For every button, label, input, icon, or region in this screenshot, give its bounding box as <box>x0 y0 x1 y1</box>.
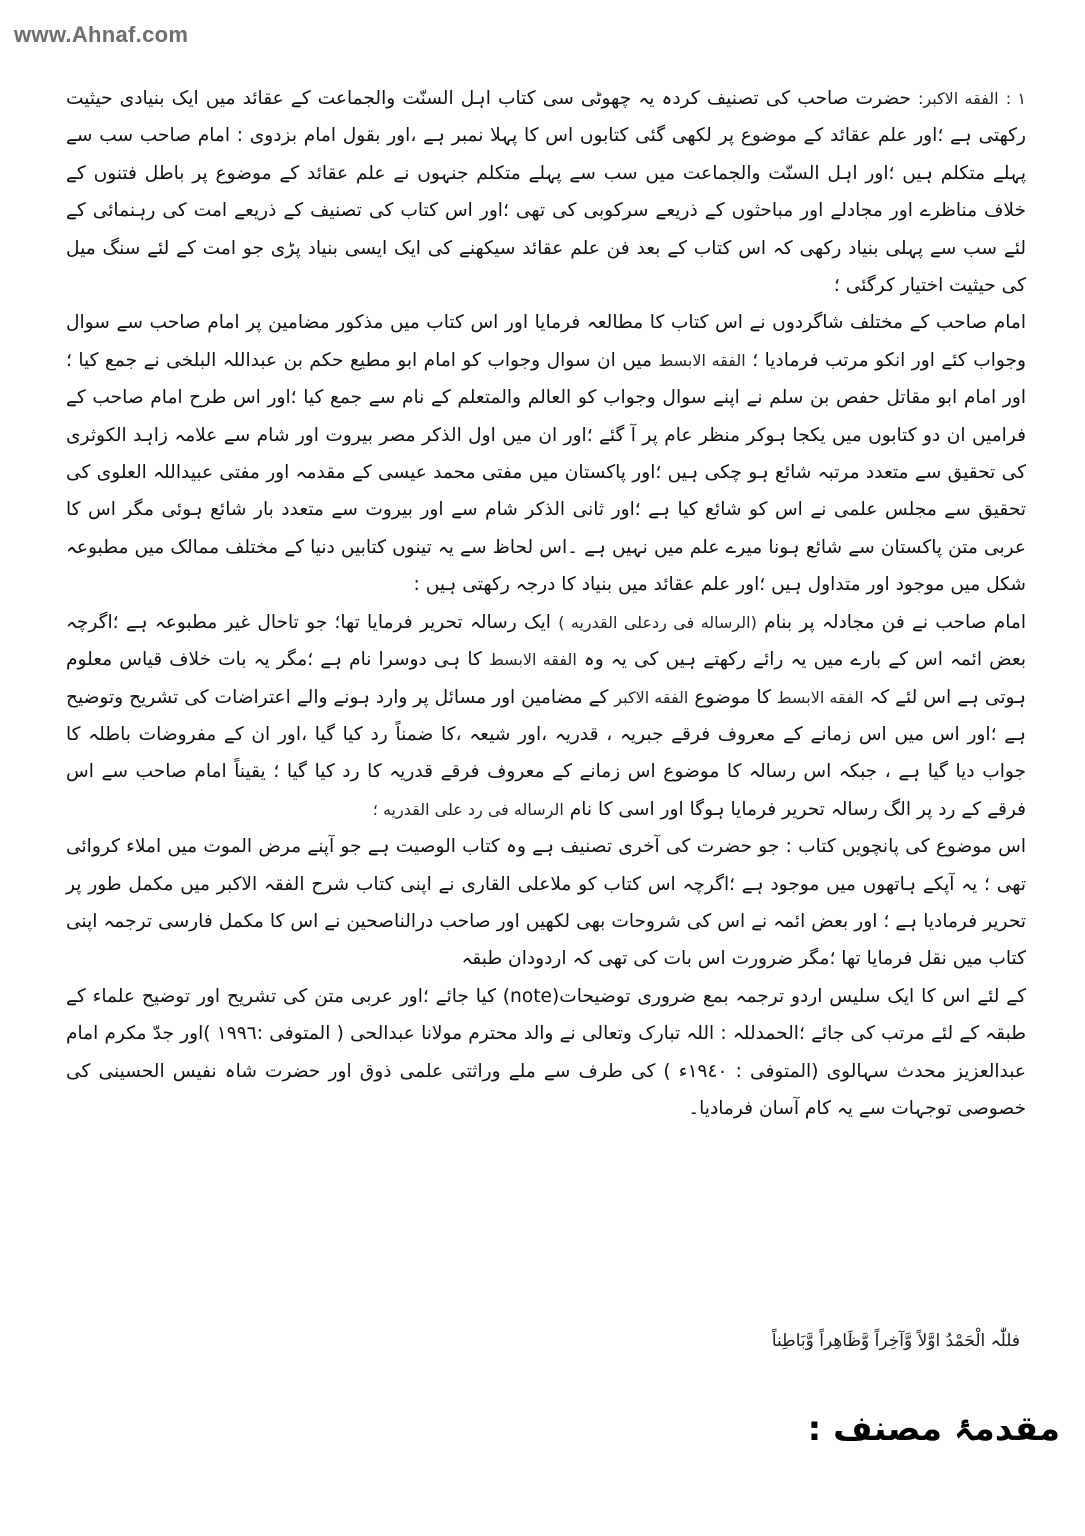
paragraph-text: امام صاحب کے مختلف شاگردوں نے اس کتاب کا مطالعہ فرمایا اور اس کتاب میں مذکور مضامین پر امام صاحب سے سوال وجواب کئے اور انکو مرتب فرمادیا ؛ <box>66 312 1026 371</box>
paragraph-text: ایک رسالہ تحریر فرمایا تھا؛ جو تاحال غیر مطبوعہ ہے ؛اگرچہ بعض ائمہ اس کے بارے میں یہ رائے رکھتے ہیں کی یہ وہ <box>66 611 1026 671</box>
paragraph-text: امام صاحب نے فن مجادلہ پر بنام <box>764 611 1026 633</box>
paragraph-text: کا موضوع <box>694 686 771 708</box>
paragraph-wasiyat <box>66 828 1026 978</box>
section-heading: مقدمۂ مصنف : <box>807 1409 1060 1449</box>
document-body <box>66 80 1026 1127</box>
book-title-label: الفقه الاکبر <box>614 687 689 707</box>
book-title-label: الفقه الابسط <box>488 650 577 670</box>
paragraph-fiqh-akbar <box>66 80 1026 304</box>
book-title-label: الفقه الابسط <box>658 350 746 370</box>
paragraph-translation <box>66 978 1026 1128</box>
website-watermark: www.Ahnaf.com <box>14 22 189 47</box>
paragraph-text: اس موضوع کی پانچویں کتاب : جو حضرت کی آخری تصنیف ہے وہ کتاب الوصیت ہے جو آپنے مرض الموت میں املاء کروائی تھی ؛ یہ آپکے ہاتھوں میں موجود ہے ؛اگرچہ اس کتاب کو ملاعلی القاری نے اپنی کتاب شرح الفقہ الاکبر میں مکمل طور پر تحریر فرمادیا ہے ؛ اور بعض ائمہ نے اس کی شروحات بھی لکھیں اور صاحب درالناصحین نے اس کا مکمل فارسی ترجمہ اپنی کتاب میں نقل فرمایا تھا ؛مگر ضرورت اس بات کی تھی کہ اردودان طبقہ <box>66 836 1026 970</box>
paragraph-disciples <box>66 304 1026 603</box>
paragraph-text: میں ان سوال وجواب کو امام ابو مطیع حکم بن عبداللہ البلخی نے جمع کیا ؛اور امام ابو مقاتل حفص بن سلم نے اپنے سوال وجواب کو العالم والمتعلم کے نام سے جمع کیا ؛اور اس طرح امام صاحب کے فرامیں ان دو کتابوں میں یکجا ہوکر منظر عام پر آ گئے ؛اور ان میں اول الذکر مصر بیروت اور شام سے علامہ زاہد الکوثری کی تحقیق سے متعدد مرتبہ شائع ہو چکی ہیں ؛اور پاکستان میں مفتی محمد عیسی کے مقدمہ اور مفتی عبیداللہ العلوی کی تحقیق سے مجلس علمی نے اس کو شائع کیا ہے ؛اور ثانی الذکر شام سے اور بیروت سے متعدد بار شائع ہوئی مگر اس کا عربی متن پاکستان سے شائع ہونا میرے علم میں نہیں ہے ۔اس لحاظ سے یہ تینوں کتابیں دنیا کے مختلف ممالک میں مطبوعہ شکل میں موجود اور متداول ہیں ؛اور علم عقائد میں بنیاد کا درجہ رکھتی ہیں : <box>66 349 1026 596</box>
book-title-label: الرساله فی رد علی القدریه ؛ <box>372 799 564 819</box>
paragraph-number: ١ : <box>1005 89 1026 108</box>
book-title-label: (الرساله فی ردعلی القدریه ) <box>558 612 757 632</box>
paragraph-text: حضرت صاحب کی تصنیف کردہ یہ چھوٹی سی کتاب اہل السنّت والجماعت کے عقائد میں ایک بنیادی حیثیت رکھتی ہے ؛اور علم عقائد کے موضوع پر لکھی گئی کتابوں اس کا پہلا نمبر ہے ،اور بقول امام بزدوی : امام صاحب سب سے پہلے متکلم ہیں ؛اور اہل السنّت والجماعت میں سب سے پہلے متکلم جنہوں نے علم عقائد کے موضوع پر باطل فتنوں کے خلاف مناظرے اور مجادلے اور مباحثوں کے ذریعے سرکوبی کی تھی ؛اور اس کتاب کی تصنیف کے ذریعے امت کی رہنمائی کے لئے سب سے پہلی بنیاد رکھی کہ اس کتاب کے بعد فن علم عقائد سیکھنے کی ایک ایسی بنیاد پڑی جو امت کے لئے سنگ میل کی حیثیت اختیار کرگئی ؛ <box>66 88 1026 297</box>
doxology-line: فللّٰہ الْحَمْدُ اوَّلاً وَّآخِراً وَّظَاهِراً وَّبَاطِناً <box>771 1331 1020 1351</box>
paragraph-text: کے لئے اس کا ایک سلیس اردو ترجمہ بمع ضروری توضیحات(note) کیا جائے ؛اور عربی متن کی تشریح اور توضیح علماء کے طبقہ کے لئے مرتب کی جائے ؛الحمدللہ : اللہ تبارک وتعالی نے والد محترم مولانا عبدالحی ( المتوفی :١٩٩٦ )اور جدّ مکرم امام عبدالعزیز محدث سہالوی (المتوفی : ١٩٤٠ء ) کی طرف سے ملے وراثتی علمی ذوق اور حضرت شاہ نفیس الحسینی کی خصوصی توجہات سے یہ کام آسان فرمادیا۔ <box>66 985 1026 1119</box>
book-title-label: الفقه الاكبر: <box>918 89 999 108</box>
paragraph-risala <box>66 604 1026 828</box>
paragraph-text: کا ہی دوسرا نام ہے ؛مگر یہ بات خلاف قیاس معلوم ہوتی ہے اس لئے کہ <box>66 649 1026 708</box>
book-title-label: الفقه الابسط <box>776 687 864 707</box>
paragraph-text: کے مضامین اور مسائل پر وارد ہونے والے اعتراضات کی تشریح وتوضیح ہے ؛اور اس میں اس زمانے کے معروف فرقے جبریہ ، قدریہ ،اور شیعہ ،کا ضمناً رد کیا گیا ،اور ان کے مفروضات باطلہ کا جواب دیا گیا ہے ، جبکہ اس رسالہ کا موضوع اس زمانے کے معروف فرقے قدریہ کا رد کیا گیا ؛ یقیناً امام صاحب سے اس فرقے کے رد پر الگ رسالہ تحریر فرمایا ہوگا اور اسی کا نام <box>66 686 1026 820</box>
